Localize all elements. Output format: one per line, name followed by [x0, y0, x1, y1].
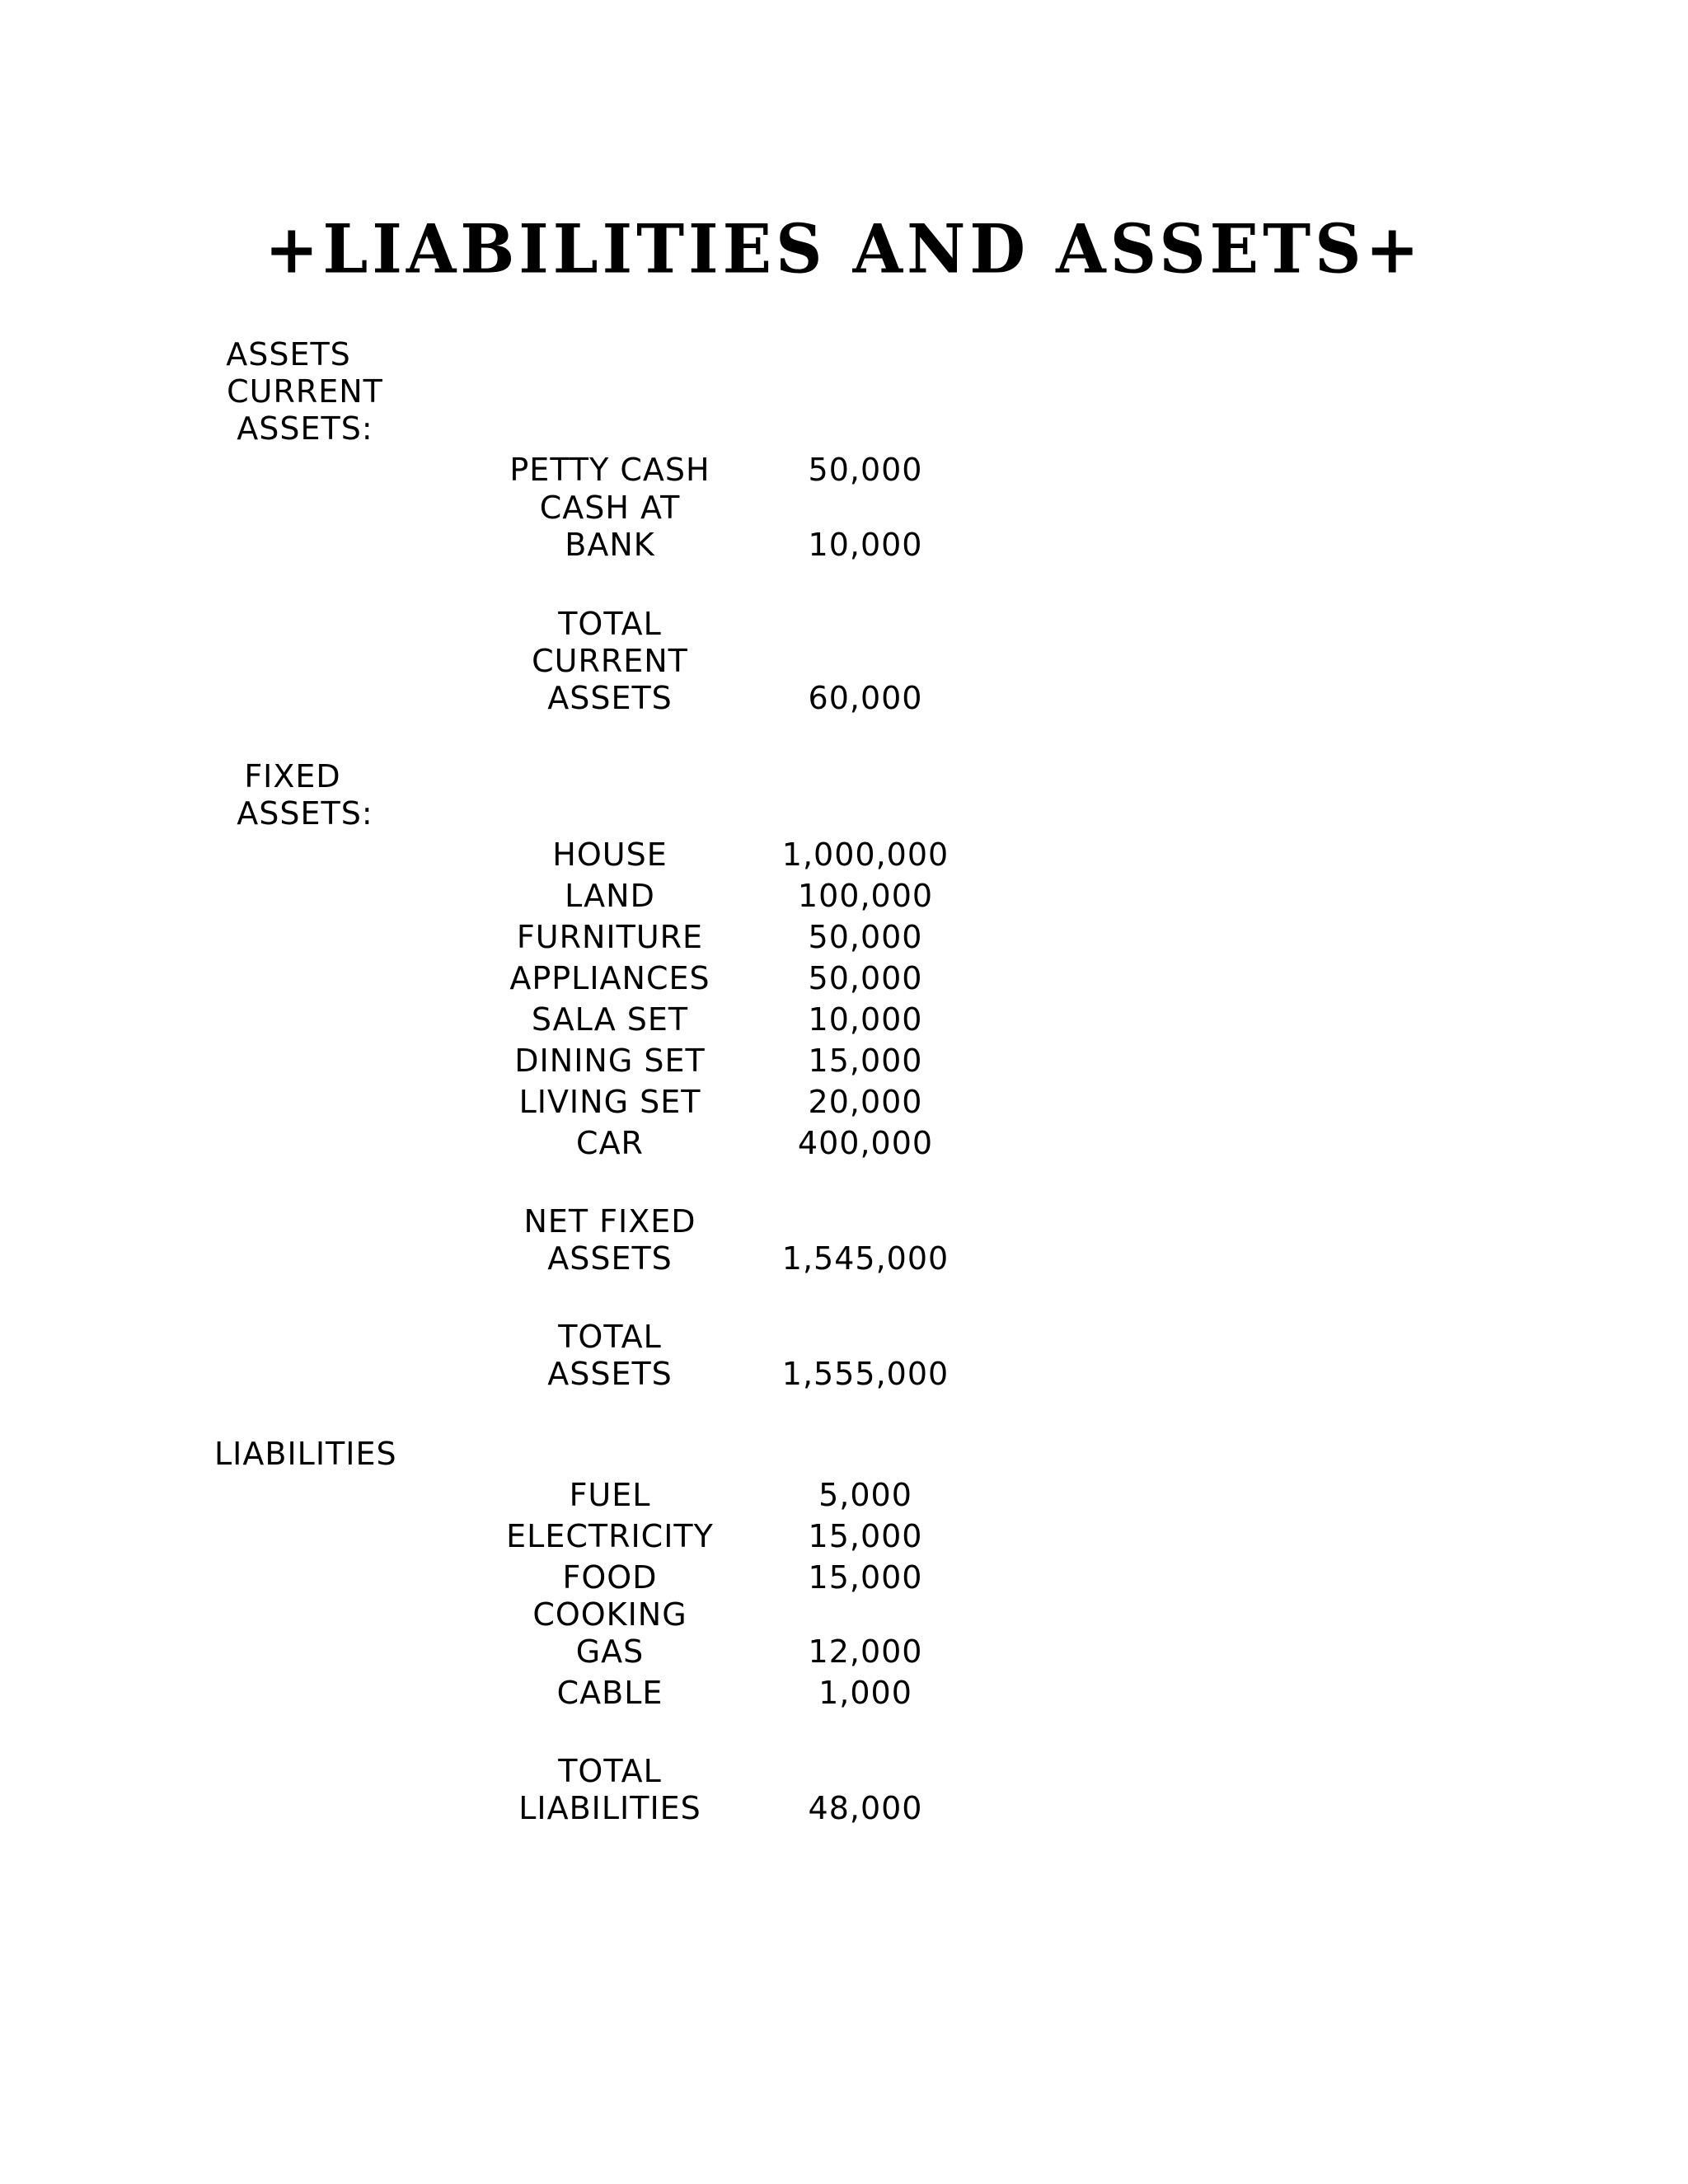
- line-item-label: CAR: [576, 1125, 644, 1161]
- line-item-label: ELECTRICITY: [506, 1518, 714, 1554]
- total-amount: 60,000: [808, 680, 923, 716]
- line-item-label: CASH AT: [539, 490, 681, 526]
- total-amount: 48,000: [808, 1790, 923, 1826]
- total-label: ASSETS: [547, 1356, 673, 1392]
- line-item-amount: 5,000: [818, 1477, 912, 1513]
- section-heading-assets: ASSETS: [226, 336, 351, 373]
- subsection-heading-current-assets: CURRENT: [227, 373, 383, 410]
- line-item-label: FUEL: [569, 1477, 651, 1513]
- subsection-heading-current-assets-2: ASSETS:: [237, 410, 373, 447]
- line-item-amount: 10,000: [808, 527, 923, 563]
- line-item-label: BANK: [565, 527, 655, 563]
- total-label: TOTAL: [558, 1319, 662, 1355]
- line-item-label: LAND: [565, 878, 655, 914]
- total-label: TOTAL: [558, 606, 662, 642]
- line-item-amount: 50,000: [808, 960, 923, 996]
- line-item-amount: 15,000: [808, 1559, 923, 1596]
- line-item-label: SALA SET: [531, 1001, 689, 1038]
- line-item-label: HOUSE: [552, 837, 668, 873]
- total-label: LIABILITIES: [518, 1790, 701, 1826]
- line-item-amount: 20,000: [808, 1084, 923, 1120]
- line-item-label: FOOD: [562, 1559, 658, 1596]
- line-item-amount: 15,000: [808, 1518, 923, 1554]
- line-item-label: LIVING SET: [518, 1084, 701, 1120]
- line-item-label: DINING SET: [514, 1043, 706, 1079]
- total-label: ASSETS: [547, 1240, 673, 1277]
- line-item-amount: 50,000: [808, 919, 923, 955]
- line-item-amount: 15,000: [808, 1043, 923, 1079]
- line-item-amount: 1,000,000: [781, 837, 950, 873]
- total-label: ASSETS: [547, 680, 673, 716]
- total-amount: 1,545,000: [781, 1240, 950, 1277]
- total-label: NET FIXED: [523, 1203, 696, 1240]
- line-item-amount: 100,000: [797, 878, 934, 914]
- page-title: +LIABILITIES AND ASSETS+: [265, 209, 1423, 289]
- line-item-amount: 10,000: [808, 1001, 923, 1038]
- line-item-label: COOKING: [532, 1596, 687, 1633]
- total-label: CURRENT: [532, 643, 688, 679]
- line-item-label: FURNITURE: [516, 919, 704, 955]
- line-item-label: PETTY CASH: [509, 452, 710, 488]
- line-item-amount: 1,000: [818, 1675, 912, 1711]
- line-item-label: GAS: [575, 1633, 645, 1670]
- line-item-label: CABLE: [556, 1675, 663, 1711]
- line-item-amount: 400,000: [797, 1125, 934, 1161]
- line-item-amount: 50,000: [808, 452, 923, 488]
- subsection-heading-fixed-assets: FIXED: [244, 758, 341, 794]
- subsection-heading-fixed-assets-2: ASSETS:: [237, 795, 373, 832]
- section-heading-liabilities: LIABILITIES: [214, 1436, 397, 1472]
- line-item-label: APPLIANCES: [509, 960, 710, 996]
- total-amount: 1,555,000: [781, 1356, 950, 1392]
- line-item-amount: 12,000: [808, 1633, 923, 1670]
- total-label: TOTAL: [558, 1753, 662, 1789]
